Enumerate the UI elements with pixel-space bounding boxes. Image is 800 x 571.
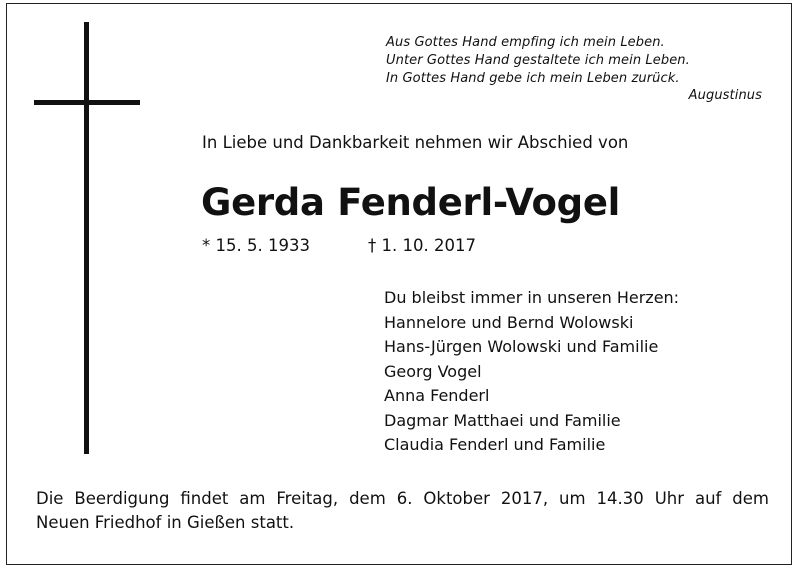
quote-line: In Gottes Hand gebe ich mein Leben zurück. <box>386 71 680 86</box>
mourner-name: Anna Fenderl <box>384 386 490 405</box>
funeral-line: Neuen Friedhof in Gießen statt. <box>36 513 295 532</box>
mourner-name: Claudia Fenderl und Familie <box>384 435 606 454</box>
bible-quote <box>386 34 766 104</box>
quote-line: Unter Gottes Hand gestaltete ich mein Leben. <box>386 53 690 68</box>
mourner-name: Hannelore und Bernd Wolowski <box>384 312 634 332</box>
birth-date: * 15. 5. 1933 <box>202 236 310 255</box>
cross-icon <box>84 22 89 454</box>
funeral-line: Die Beerdigung findet am Freitag, dem 6. Oktober 2017, um 14.30 Uhr auf dem <box>36 489 769 508</box>
mourner-name: Dagmar Matthaei und Familie <box>384 410 621 430</box>
mourners-list <box>384 286 679 458</box>
quote-author: Augustinus <box>688 88 762 103</box>
mourner-name: Hans-Jürgen Wolowski und Familie <box>384 337 659 356</box>
mourners-heading: Du bleibst immer in unseren Herzen: <box>384 288 680 307</box>
death-date: † 1. 10. 2017 <box>368 236 476 255</box>
intro-text: In Liebe und Dankbarkeit nehmen wir Abschied von <box>202 133 629 152</box>
quote-line: Aus Gottes Hand empfing ich mein Leben. <box>386 35 665 50</box>
mourner-name: Georg Vogel <box>384 361 482 381</box>
funeral-info <box>36 487 769 535</box>
cross-icon-crossbar <box>34 100 140 105</box>
deceased-name: Gerda Fenderl-Vogel <box>201 181 621 224</box>
